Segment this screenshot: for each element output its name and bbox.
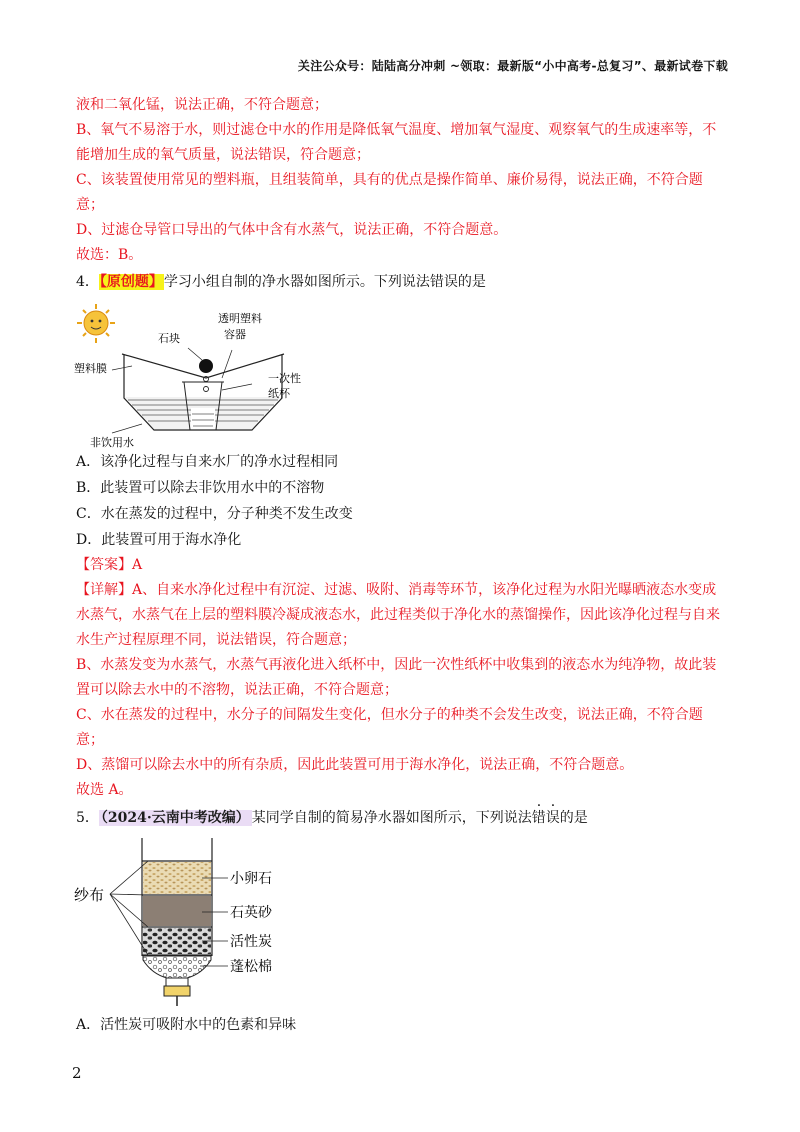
q4-detail-8: D、蒸馏可以除去水中的所有杂质，因此此装置可用于海水净化，说法正确，不符合题意。 [76, 757, 634, 773]
label-cotton: 蓬松棉 [230, 959, 272, 975]
q5-stem-text-a: 某同学自制的简易净水器如图所示，下列说法 [251, 810, 532, 826]
q4-detail-6: C、水在蒸发的过程中，水分子的间隔发生变化，但水分子的种类不会发生改变，说法正确，不符合题 [76, 707, 703, 723]
q4-detail-4: B、水蒸发变为水蒸气，水蒸气再液化进入纸杯中，因此一次性纸杯中收集到的液态水为纯净物，故此装 [76, 657, 717, 673]
label-container-2: 容器 [224, 328, 246, 341]
q4-detail-1: 【详解】A、自来水净化过程中有沉淀、过滤、吸附、消毒等环节，该净化过程为水阳光曝晒液态水变成 [76, 582, 717, 598]
q4-option-c: C．水在蒸发的过程中，分子种类不发生改变 [76, 506, 353, 522]
q4-option-d: D．此装置可用于海水净化 [76, 532, 242, 548]
label-container-1: 透明塑料 [218, 312, 262, 325]
prev-line-5: 意； [76, 197, 104, 213]
q4-option-a: A．该净化过程与自来水厂的净水过程相同 [76, 454, 339, 470]
q4-detail-9: 故选 A。 [76, 782, 133, 798]
q4-option-b: B．此装置可以除去非饮用水中的不溶物 [76, 480, 325, 496]
q4-detail-2: 水蒸气，水蒸气在上层的塑料膜冷凝成液态水，此过程类似于净化水的蒸馏操作，因此该净化过程与自来 [76, 607, 720, 623]
label-stone: 石块 [158, 332, 180, 345]
prev-line-3: 能增加生成的氧气质量，说法错误，符合题意； [76, 147, 370, 163]
q4-detail-7: 意； [76, 732, 104, 748]
q5-emphasis-1: 错 [531, 810, 546, 826]
q4-stem-text: 学习小组自制的净水器如图所示。下列说法错误的是 [163, 274, 486, 290]
q5-figure [72, 836, 312, 1008]
q5-number: 5． [76, 810, 99, 826]
q4-answer: 【答案】A [76, 557, 143, 573]
q4-stem [76, 272, 486, 292]
q5-stem [76, 808, 588, 828]
label-gauze: 纱布 [74, 886, 105, 904]
q4-detail-5: 置可以除去水中的不溶物，说法正确，不符合题意； [76, 682, 398, 698]
label-sand: 石英砂 [230, 905, 272, 921]
q4-number: 4． [76, 274, 99, 290]
sun-icon [77, 304, 115, 343]
prev-line-1: 液和二氧化锰，说法正确，不符合题意； [76, 97, 328, 113]
page-header: 关注公众号：陆陆高分冲刺 ~领取：最新版“小中高考-总复习”、最新试卷下载 [297, 59, 728, 73]
q5-tag: （2024·云南中考改编） [100, 810, 250, 826]
q4-figure [72, 300, 332, 450]
label-water: 非饮用水 [90, 436, 134, 449]
label-film: 塑料膜 [74, 362, 107, 375]
label-pebble: 小卵石 [230, 871, 272, 887]
q5-stem-text-b: 的是 [559, 810, 588, 826]
prev-line-7: 故选：B。 [76, 247, 143, 263]
label-cup-1: 一次性 [268, 372, 301, 385]
prev-line-2: B、氧气不易溶于水，则过滤仓中水的作用是降低氧气温度、增加氧气湿度、观察氧气的生成速率等，不 [76, 122, 717, 138]
prev-line-4: C、该装置使用常见的塑料瓶，且组装简单，具有的优点是操作简单、廉价易得，说法正确，不符合题 [76, 172, 703, 188]
label-carbon: 活性炭 [230, 934, 272, 950]
q5-option-a: A．活性炭可吸附水中的色素和异味 [76, 1017, 297, 1033]
page-number: 2 [72, 1064, 82, 1082]
prev-line-6: D、过滤仓导管口导出的气体中含有水蒸气，说法正确，不符合题意。 [76, 222, 508, 238]
label-cup-2: 纸杯 [268, 387, 290, 400]
q4-detail-3: 水生产过程原理不同，说法错误，符合题意； [76, 632, 356, 648]
q5-emphasis-2: 误 [545, 810, 560, 826]
q4-tag: 【原创题】 [99, 274, 163, 290]
